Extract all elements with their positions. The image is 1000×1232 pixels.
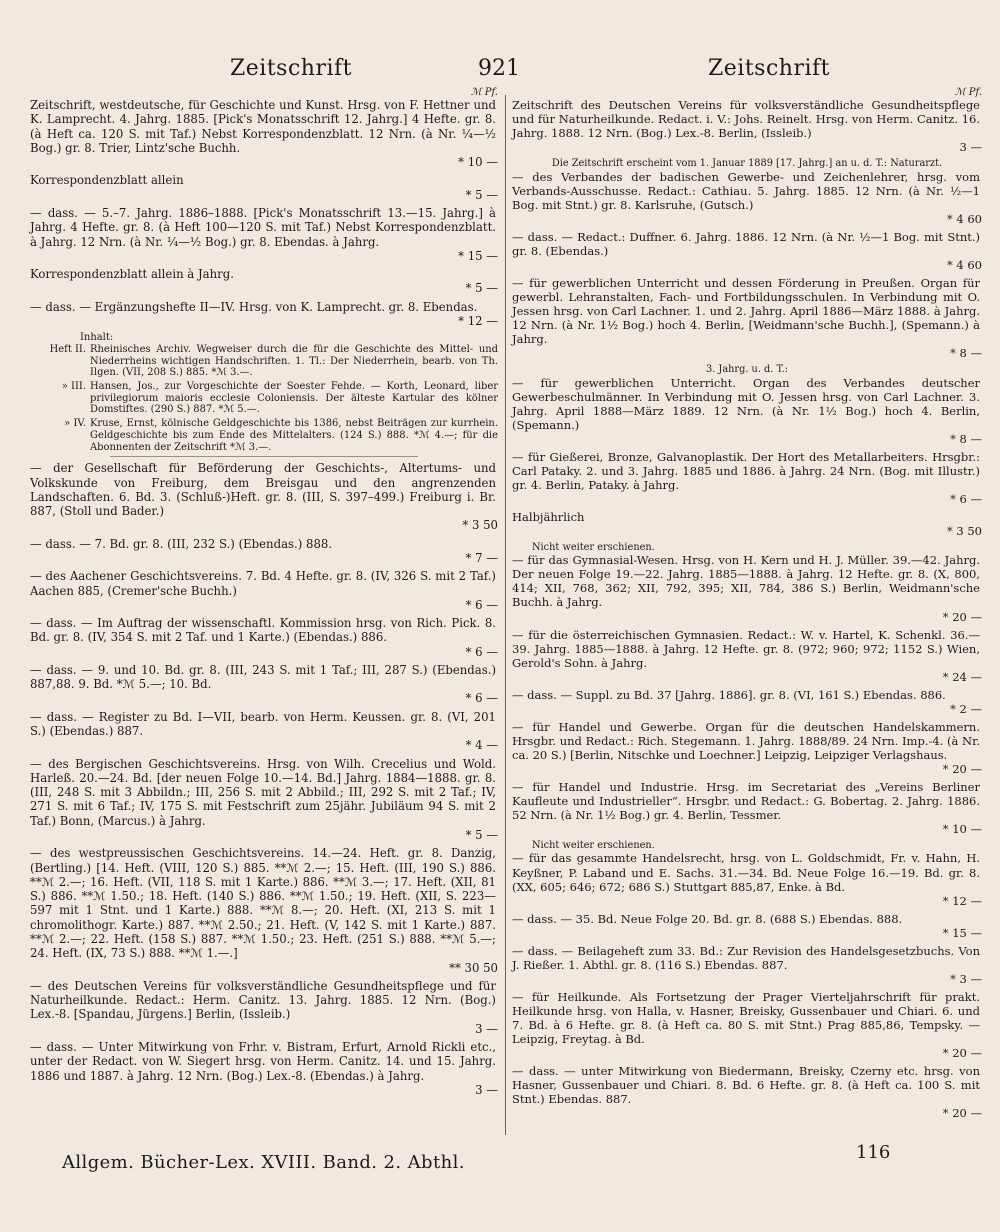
entry-text: — dass. — Beilageheft zum 33. Bd.: Zur Revision des Handelsgesetzbuchs. Von J. Rießer. 1. Abthl. gr. 8. (116 S.) Ebendas. 887. xyxy=(512,943,980,972)
entry-price: * 3 50 xyxy=(946,523,982,538)
catalog-entry xyxy=(512,628,982,684)
catalog-entry xyxy=(512,450,982,506)
catalog-entry xyxy=(512,990,982,1060)
entry-text: — für Gießerei, Bronze, Galvanoplastik. Der Hort des Metallarbeiters. Hrsgbr.: Carl Pataky. 2. und 3. Jahrg. 1885 und 1886. à Jahrg. 24 Nrn. (Bog. mit Illustr.) gr. 4. Berlin, Pataky. à Jahrg. xyxy=(512,449,980,492)
entry-price: * 15 — xyxy=(942,925,982,940)
catalog-entry xyxy=(512,944,982,986)
currency-header-left: ℳ Pf. xyxy=(470,87,498,98)
entry-price: * 6 — xyxy=(465,597,498,612)
catalog-entry xyxy=(512,98,982,154)
entry-price: * 4 — xyxy=(465,738,498,753)
footer-number: 116 xyxy=(856,1142,891,1163)
contents-block xyxy=(30,332,498,453)
entry-price: * 6 — xyxy=(950,491,982,506)
catalog-entry xyxy=(30,300,498,329)
separator-rule xyxy=(110,456,418,457)
entry-price: * 10 — xyxy=(458,155,498,170)
entry-text: — dass. — 7. Bd. gr. 8. (III, 232 S.) (Ebendas.) 888. xyxy=(30,536,333,551)
entry-text: — dass. — Unter Mitwirkung von Frhr. v. Bistram, Erfurt, Arnold Rickli etc., unter der Redact. von W. Siegert hrsg. von Herm. Canitz. 14. und 15. Jahrg. 1886 und 1887. à Jahrg. 12 Nrn. (Bog.) Lex.-8. (Ebendas.) à Jahrg. xyxy=(30,1039,496,1083)
catalog-entry xyxy=(30,461,498,532)
entry-text: Korrespondenzblatt allein à Jahrg. xyxy=(30,267,234,282)
entry-text: — dass. — Redact.: Duffner. 6. Jahrg. 1886. 12 Nrn. (à Nr. ½—1 Bog. mit Stnt.) gr. 8. (Ebendas.) xyxy=(512,229,980,258)
right-column xyxy=(512,88,982,1124)
entry-note: Die Zeitschrift erscheint vom 1. Januar 1889 [17. Jahrg.] an u. d. T.: Naturarzt. xyxy=(551,158,943,170)
entry-text: — für Handel und Industrie. Hrsg. im Secretariat des „Vereins Berliner Kaufleute und Industrieller“. Hrsgbr. und Redact.: G. Bobertag. 2. Jahrg. 1886. 52 Nrn. (à Nr. 1½ Bog.) gr. 4. Berlin, Tessmer. xyxy=(512,779,980,822)
catalog-entry xyxy=(30,979,498,1036)
contents-item-number: » IV. xyxy=(64,418,86,430)
entry-price: * 6 — xyxy=(465,691,498,706)
contents-item-text: Hansen, Jos., zur Vorgeschichte der Soester Fehde. — Korth, Leonard, liber privilegiorum maioris ecclesie Coloniensis. Der älteste Kartular des kölner Domstiftes. (290 S.) 887. *ℳ 5.—. xyxy=(90,381,498,416)
entry-text: — dass. — Register zu Bd. I—VII, bearb. von Herm. Keussen. gr. 8. (VI, 201 S.) (Ebendas.) 887. xyxy=(30,709,496,739)
column-divider xyxy=(505,95,506,1135)
entry-text: Zeitschrift, westdeutsche, für Geschichte und Kunst. Hrsg. von F. Hettner und K. Lamprecht. 4. Jahrg. 1885. [Pick's Monatsschrift 12. Jahrg.] 4 Hefte. gr. 8. (à Heft ca. 120 S. mit Taf.) Nebst Korrespondenzblatt. 12 Nrn. (à Nr. ¼—½ Bog.) gr. 8. Trier, Lintz'sche Buchh. xyxy=(30,98,496,155)
entry-text: — für das Gymnasial-Wesen. Hrsg. von H. Kern und H. J. Müller. 39.—42. Jahrg. Der neuen Folge 19.—22. Jahrg. 1885—1888. à Jahrg. 12 Hefte. gr. 8. (X, 800, 414; XII, 768, 362; XII, 792, 395; XII, 784, 386 S.) Berlin, Weidmann'sche Buchh. à Jahrg. xyxy=(512,553,980,610)
entry-price: * 6 — xyxy=(465,644,498,659)
entry-price: * 10 — xyxy=(942,821,982,836)
catalog-entry xyxy=(512,912,982,940)
entry-price: * 5 — xyxy=(465,828,498,842)
entry-text: — dass. — Im Auftrag der wissenschaftl. Kommission hrsg. von Rich. Pick. 8. Bd. gr. 8. (IV, 354 S. mit 2 Taf. und 1 Karte.) (Ebendas.) 886. xyxy=(30,616,496,645)
entry-price: * 7 — xyxy=(465,550,498,565)
entry-text: — des westpreussischen Geschichtsvereins. 14.—24. Heft. gr. 8. Danzig, (Bertling.) [14. Heft. (VIII, 120 S.) 885. **ℳ 2.—; 15. Heft. (III, 190 S.) 886. **ℳ 2.—; 16. Heft. (VII, 118 S. mit 1 Karte.) 886. **ℳ 3.—; 17. Heft. (XII, 81 S.) 886. **ℳ 1.50.; 18. Heft. (140 S.) 886. **ℳ 1.50.; 19. Heft. (XII, S. 223—597 mit 1 Stnt. und 1 Karte.) 888. **ℳ 8.—; 20. Heft. (XI, 213 S. mit 1 chromolithogr. Karte.) 887. **ℳ 2.50.; 21. Heft. (V, 142 S. mit 1 Karte.) 887. **ℳ 2.—; 22. Heft. (158 S.) 887. **ℳ 1.50.; 23. Heft. (251 S.) 888. **ℳ 5.—; 24. Heft. (IX, 73 S.) 888. **ℳ 1.—.] xyxy=(30,846,496,961)
catalog-entry xyxy=(30,1040,498,1097)
entry-text: Halbjährlich xyxy=(512,509,585,524)
entry-text: — dass. — 5.–7. Jahrg. 1886–1888. [Pick's Monatsschrift 13.—15. Jahrg.] à Jahrg. 4 Hefte. gr. 8. (à Heft 100—120 S. mit Taf.) Nebst Korrespondenzblatt. à Jahrg. 12 Nrn. (à Nr. ¼—½ Bog.) gr. 8. Ebendas. à Jahrg. xyxy=(30,205,496,249)
entry-note: 3. Jahrg. u. d. T.: xyxy=(705,364,788,376)
contents-item-text: Kruse, Ernst, kölnische Geldgeschichte bis 1386, nebst Beiträgen zur kurrhein. Geldgeschichte bis zum Ende des Mittelalters. (124 S.) 888. *ℳ 4.—; für die Abonnenten der Zeitschrift *ℳ 3.—. xyxy=(90,418,498,453)
entry-note: Nicht weiter erschienen. xyxy=(532,541,655,553)
contents-item xyxy=(30,381,498,416)
contents-item-number: » III. xyxy=(61,381,86,393)
entry-text: — für gewerblichen Unterricht. Organ des Verbandes deutscher Gewerbeschulmänner. In Verbindung mit O. Jessen hrsg. von Carl Lachner. 3. Jahrg. April 1888—März 1889. 12 Nrn. (à Nr. 1½ Bog.) hoch 4. Berlin, (Spemann.) xyxy=(512,375,980,432)
entry-price: * 8 — xyxy=(950,431,982,446)
entry-price: * 5 — xyxy=(465,187,498,202)
entry-price: * 20 — xyxy=(942,761,982,776)
entry-price: ** 30 50 xyxy=(449,960,498,975)
catalog-entry xyxy=(512,851,982,907)
entry-price: * 4 60 xyxy=(946,257,982,272)
catalog-entry xyxy=(30,173,498,202)
entry-price: * 12 — xyxy=(458,313,498,328)
entry-text: — dass. — Suppl. zu Bd. 37 [Jahrg. 1886]. gr. 8. (VI, 161 S.) Ebendas. 886. xyxy=(512,687,946,702)
catalog-entry xyxy=(30,710,498,753)
entry-price: * 20 — xyxy=(942,1106,982,1120)
page-number: 921 xyxy=(478,56,520,81)
catalog-entry xyxy=(30,537,498,566)
contents-item-text: Rheinisches Archiv. Wegweiser durch die für die Geschichte des Mittel- und Niederrheins wichtigen Handschriften. 1. Tl.: Der Niederrhein, bearb. von Th. Ilgen. (VII, 208 S.) 885. *ℳ 3.—. xyxy=(90,343,498,379)
catalog-entry xyxy=(512,720,982,776)
entry-price: * 24 — xyxy=(942,669,982,684)
entry-text: Zeitschrift des Deutschen Vereins für volksverständliche Gesundheitspflege und für Naturheilkunde. Redact. i. V.: Johs. Reinelt. Hrsg. von Herm. Canitz. 16. Jahrg. 1888. 12 Nrn. (Bog.) Lex.-8. Berlin, (Issleib.) xyxy=(512,98,980,141)
currency-header-right: ℳ Pf. xyxy=(954,87,982,98)
entry-text: — des Verbandes der badischen Gewerbe- und Zeichenlehrer, hrsg. vom Verbands-Ausschusse. Redact.: Cathiau. 5. Jahrg. 1885. 12 Nrn. (à Nr. ½—1 Bog. mit Stnt.) gr. 8. Karlsruhe, (Gutsch.) xyxy=(512,169,980,212)
entry-price: * 2 — xyxy=(950,701,982,716)
catalog-entry xyxy=(512,1064,982,1120)
catalog-entry xyxy=(30,267,498,296)
entry-text: — für Handel und Gewerbe. Organ für die deutschen Handelskammern. Hrsgbr. und Redact.: Rich. Stegemann. 1. Jahrg. 1888/89. 24 Nrn. Imp.-4. (à Nr. ca. 20 S.) [Berlin, Nitschke und Loechner.] Leipzig, Leipziger Verlagshaus. xyxy=(512,719,980,762)
entry-price: 3 — xyxy=(475,1021,498,1036)
catalog-entry xyxy=(512,780,982,836)
entry-text: — des Aachener Geschichtsvereins. 7. Bd. 4 Hefte. gr. 8. (IV, 326 S. mit 2 Taf.) Aachen 885, (Cremer'sche Buchh.) xyxy=(30,569,496,598)
catalog-entry xyxy=(512,376,982,446)
contents-item xyxy=(30,344,498,379)
entry-text: — für Heilkunde. Als Fortsetzung der Prager Vierteljahrschrift für prakt. Heilkunde hrsg. von Halla, v. Hasner, Breisky, Gussenbauer und Chiari. 6. und 7. Bd. à 6 Hefte. gr. 8. (à Heft ca. 80 S. mit Stnt.) Prag 885,86, Tempsky. — Leipzig, Freytag. à Bd. xyxy=(512,989,980,1046)
catalog-entry xyxy=(30,846,498,975)
contents-item xyxy=(30,418,498,453)
entry-text: — für das gesammte Handelsrecht, hrsg. von L. Goldschmidt, Fr. v. Hahn, H. Keyßner, P. Laband und E. Sachs. 31.—34. Bd. Neue Folge 16.—19. Bd. gr. 8. (XX, 605; 646; 672; 686 S.) Stuttgart 885,87, Enke. à Bd. xyxy=(512,851,980,894)
entry-price: * 8 — xyxy=(950,346,982,360)
entry-text: — dass. — 35. Bd. Neue Folge 20. Bd. gr. 8. (688 S.) Ebendas. 888. xyxy=(512,911,903,926)
running-title-right: Zeitschrift xyxy=(708,56,830,81)
entry-price: * 12 — xyxy=(942,893,982,908)
entry-price: * 20 — xyxy=(942,1045,982,1060)
entry-text: — des Deutschen Vereins für volksverständliche Gesundheitspflege und für Naturheilkunde. Redact.: Herm. Canitz. 13. Jahrg. 1885. 12 Nrn. (Bog.) Lex.-8. [Spandau, Jürgens.] Berlin, (Issleib.) xyxy=(30,978,496,1022)
catalog-entry xyxy=(30,616,498,659)
catalog-entry xyxy=(30,663,498,706)
entry-text: — dass. — 9. und 10. Bd. gr. 8. (III, 243 S. mit 1 Taf.; III, 287 S.) (Ebendas.) 887,88. 9. Bd. *ℳ 5.—; 10. Bd. xyxy=(30,662,496,692)
catalog-entry xyxy=(30,569,498,612)
left-column xyxy=(30,88,498,1101)
catalog-entry xyxy=(30,206,498,263)
contents-item-number: Heft II. xyxy=(49,343,86,355)
entry-price: * 15 — xyxy=(458,248,498,263)
catalog-entry xyxy=(512,688,982,716)
entry-price: 3 — xyxy=(475,1082,498,1097)
entry-text: — des Bergischen Geschichtsvereins. Hrsg. von Wilh. Crecelius und Wold. Harleß. 20.—24. Bd. [der neuen Folge 10.—14. Bd.] Jahrg. 1884—1888. gr. 8. (III, 248 S. mit 3 Abbildn.; III, 256 S. mit 2 Abbild.; III, 292 S. mit 2 Taf.; IV, 271 S. mit 6 Taf.; IV, 175 S. mit Festschrift zum 25jähr. Jubiläum 94 S. mit 2 Taf.) Bonn, (Marcus.) à Jahrg. xyxy=(30,756,496,828)
entry-price: * 5 — xyxy=(465,281,498,296)
catalog-entry xyxy=(30,98,498,169)
entry-text: — für gewerblichen Unterricht und dessen Förderung in Preußen. Organ für gewerbl. Lehranstalten, Fach- und Fortbildungsschulen. In Verbindung mit O. Jessen hrsg. von Carl Lachner. 1. und 2. Jahrg. April 1886—März 1888. à Jahrg. 12 Nrn. (à Nr. 1½ Bog.) hoch 4. Berlin, [Weidmann'sche Buchh.], (Spemann.) à Jahrg. xyxy=(512,275,980,346)
entry-price: * 3 — xyxy=(950,971,982,986)
entry-text: — dass. — Ergänzungshefte II—IV. Hrsg. von K. Lamprecht. gr. 8. Ebendas. xyxy=(30,299,478,314)
entry-text: Korrespondenzblatt allein xyxy=(30,173,184,188)
catalog-entry xyxy=(30,757,498,843)
catalog-entry xyxy=(512,170,982,226)
entry-price: 3 — xyxy=(959,140,982,155)
entry-price: * 20 — xyxy=(942,609,982,624)
entry-note: Nicht weiter erschienen. xyxy=(532,839,655,851)
catalog-entry xyxy=(512,510,982,538)
entry-price: * 4 60 xyxy=(946,211,982,226)
entry-text: — dass. — unter Mitwirkung von Biedermann, Breisky, Czerny etc. hrsg. von Hasner, Gussenbauer und Chiari. 8. Bd. 6 Hefte. gr. 8. (à Heft ca. 100 S. mit Stnt.) Ebendas. 887. xyxy=(512,1063,980,1106)
catalog-entry xyxy=(512,230,982,272)
entry-price: * 3 50 xyxy=(462,518,498,533)
footer-signature: Allgem. Bücher-Lex. XVIII. Band. 2. Abthl. xyxy=(62,1152,465,1173)
contents-title: Inhalt: xyxy=(80,332,114,344)
running-title-left: Zeitschrift xyxy=(230,56,352,81)
entry-text: — der Gesellschaft für Beförderung der Geschichts-, Altertums- und Volkskunde von Freiburg, dem Breisgau und den angrenzenden Landschaften. 6. Bd. 3. (Schluß-)Heft. gr. 8. (III, S. 397–499.) Freiburg i. Br. 887, (Stoll und Bader.) xyxy=(30,461,496,519)
catalog-entry xyxy=(512,553,982,623)
entry-text: — für die österreichischen Gymnasien. Redact.: W. v. Hartel, K. Schenkl. 36.—39. Jahrg. 1885—1888. à Jahrg. 12 Hefte. gr. 8. (972; 960; 972; 1152 S.) Wien, Gerold's Sohn. à Jahrg. xyxy=(512,627,980,670)
catalog-entry xyxy=(512,276,982,360)
